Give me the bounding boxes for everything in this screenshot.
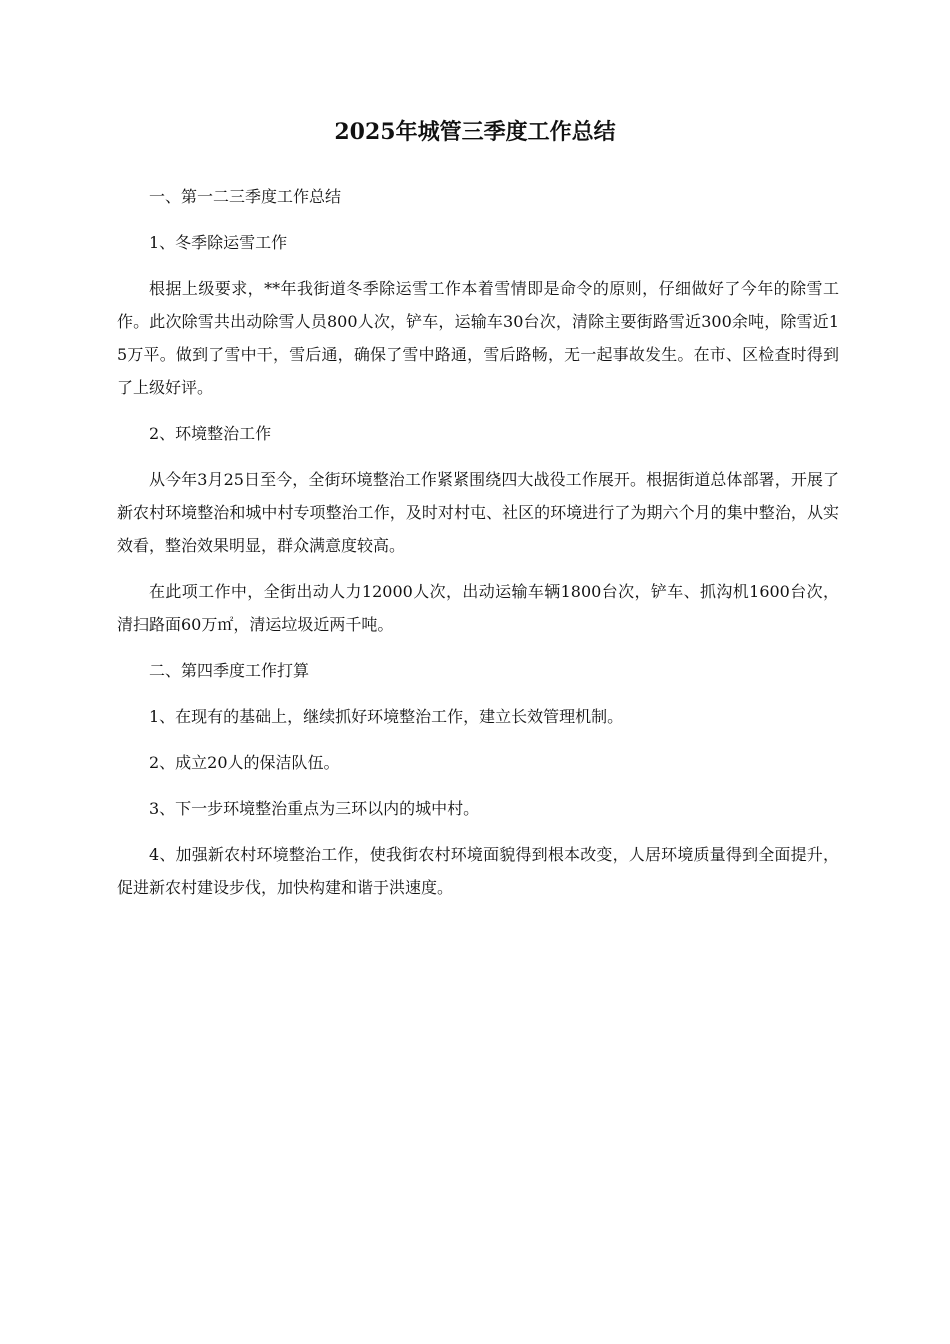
paragraph-environment-stats: 在此项工作中，全街出动人力12000人次，出动运输车辆1800台次，铲车、抓沟机1600台次，清扫路面60万㎡，清运垃圾近两千吨。: [117, 582, 839, 634]
paragraph-environment: 从今年3月25日至今，全街环境整治工作紧紧围绕四大战役工作展开。根据街道总体部署，开展了新农村环境整治和城中村专项整治工作，及时对村屯、社区的环境进行了为期六个月的集中整治，从实效看，整治效果明显，群众满意度较高。: [117, 470, 839, 555]
plan-item-3: 3、下一步环境整治重点为三环以内的城中村。: [149, 799, 480, 818]
subheading-environment: 2、环境整治工作: [149, 424, 272, 443]
document-title: 2025年城管三季度工作总结: [334, 119, 616, 145]
paragraph-snow-removal: 根据上级要求，**年我街道冬季除运雪工作本着雪情即是命令的原则，仔细做好了今年的除雪工作。此次除雪共出动除雪人员800人次，铲车，运输车30台次，清除主要街路雪近300余吨，除雪近15万平。做到了雪中干，雪后通，确保了雪中路通，雪后路畅，无一起事故发生。在市、区检查时得到了上级好评。: [117, 279, 839, 397]
document-body: [117, 180, 839, 917]
subheading-snow-removal: 1、冬季除运雪工作: [149, 233, 288, 252]
section-heading-1: 一、第一二三季度工作总结: [149, 187, 342, 206]
plan-item-2: 2、成立20人的保洁队伍。: [149, 753, 340, 772]
section-heading-2: 二、第四季度工作打算: [149, 661, 310, 680]
plan-item-4: 4、加强新农村环境整治工作，使我街农村环境面貌得到根本改变，人居环境质量得到全面提升，促进新农村建设步伐，加快构建和谐于洪速度。: [117, 845, 839, 897]
plan-item-1: 1、在现有的基础上，继续抓好环境整治工作，建立长效管理机制。: [149, 707, 624, 726]
